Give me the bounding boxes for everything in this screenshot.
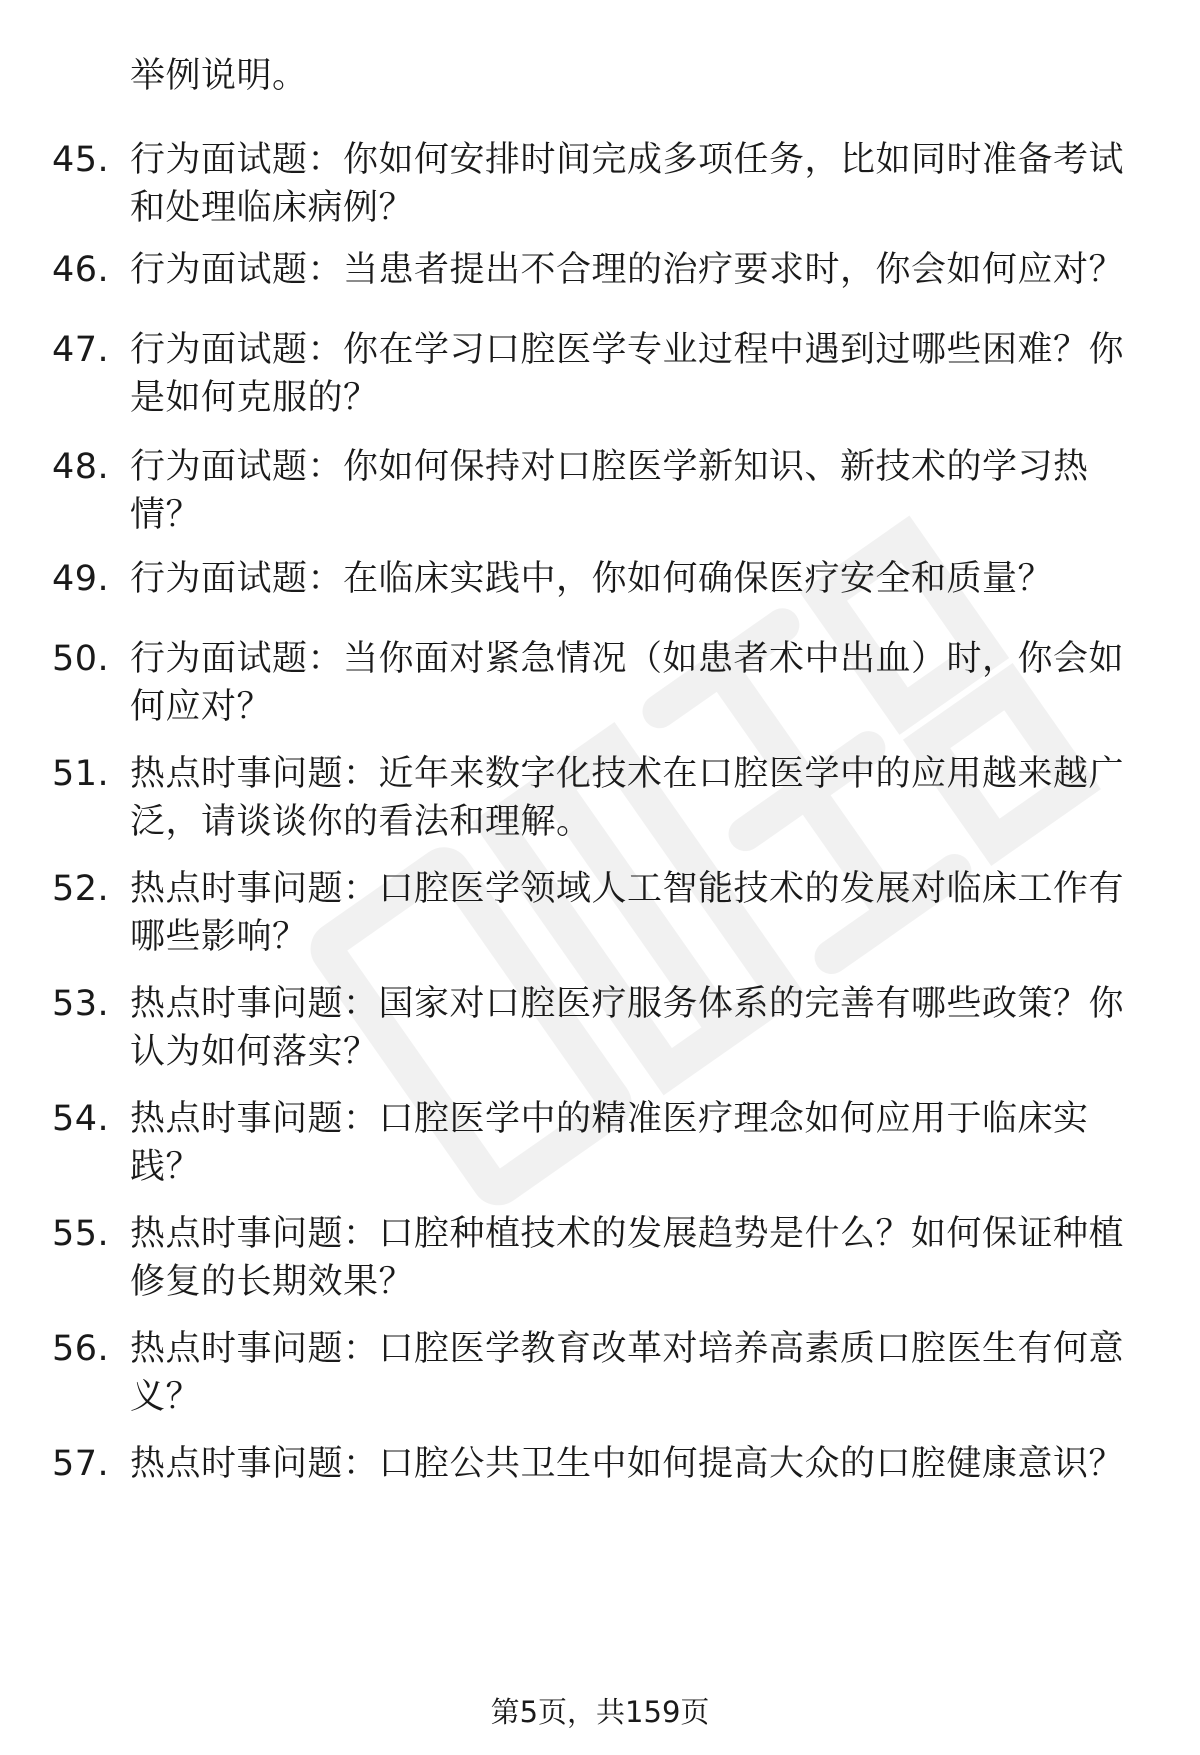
item-line: 热点时事问题：近年来数字化技术在口腔医学中的应用越来越广 bbox=[130, 754, 1125, 794]
item-line: 是如何克服的？ bbox=[130, 378, 379, 418]
item-text bbox=[130, 750, 1140, 846]
item-line: 践？ bbox=[130, 1147, 202, 1187]
item-number: 51. bbox=[52, 754, 110, 794]
item-line: 认为如何落实？ bbox=[130, 1032, 379, 1072]
item-text bbox=[130, 1325, 1140, 1421]
item-text bbox=[130, 246, 1140, 294]
item-text bbox=[130, 136, 1140, 232]
item-line: 热点时事问题：口腔医学中的精准医疗理念如何应用于临床实 bbox=[130, 1099, 1089, 1139]
item-number: 50. bbox=[52, 639, 110, 679]
item-text bbox=[130, 865, 1140, 961]
item-line: 修复的长期效果？ bbox=[130, 1262, 415, 1302]
item-number: 45. bbox=[52, 140, 110, 180]
item-number: 53. bbox=[52, 984, 110, 1024]
item-number: 47. bbox=[52, 330, 110, 370]
item-line: 何应对？ bbox=[130, 687, 273, 727]
item-text bbox=[130, 1095, 1140, 1191]
item-line: 和处理临床病例？ bbox=[130, 188, 415, 228]
item-text bbox=[130, 635, 1140, 731]
item-text bbox=[130, 1440, 1140, 1488]
item-number: 57. bbox=[52, 1444, 110, 1484]
item-line: 热点时事问题：国家对口腔医疗服务体系的完善有哪些政策？你 bbox=[130, 984, 1125, 1024]
item-text bbox=[130, 980, 1140, 1076]
item-line: 热点时事问题：口腔种植技术的发展趋势是什么？如何保证种植 bbox=[130, 1214, 1125, 1254]
item-text bbox=[130, 1210, 1140, 1306]
continuation-text: 举例说明。 bbox=[130, 56, 308, 96]
item-number: 52. bbox=[52, 869, 110, 909]
item-line: 热点时事问题：口腔公共卫生中如何提高大众的口腔健康意识？ bbox=[130, 1444, 1125, 1484]
item-line: 行为面试题：当你面对紧急情况（如患者术中出血）时，你会如 bbox=[130, 639, 1125, 679]
item-line: 情？ bbox=[130, 495, 202, 535]
item-line: 泛，请谈谈你的看法和理解。 bbox=[130, 802, 592, 842]
item-number: 55. bbox=[52, 1214, 110, 1254]
item-number: 54. bbox=[52, 1099, 110, 1139]
item-line: 行为面试题：当患者提出不合理的治疗要求时，你会如何应对？ bbox=[130, 250, 1125, 290]
item-line: 行为面试题：你如何保持对口腔医学新知识、新技术的学习热 bbox=[130, 447, 1089, 487]
item-line: 行为面试题：你在学习口腔医学专业过程中遇到过哪些困难？你 bbox=[130, 330, 1125, 370]
item-number: 56. bbox=[52, 1329, 110, 1369]
item-line: 热点时事问题：口腔医学教育改革对培养高素质口腔医生有何意 bbox=[130, 1329, 1125, 1369]
item-text bbox=[130, 555, 1140, 603]
item-number: 46. bbox=[52, 250, 110, 290]
item-text bbox=[130, 443, 1140, 539]
item-line: 行为面试题：在临床实践中，你如何确保医疗安全和质量？ bbox=[130, 559, 1054, 599]
item-line: 义？ bbox=[130, 1377, 202, 1417]
item-line: 行为面试题：你如何安排时间完成多项任务，比如同时准备考试 bbox=[130, 140, 1125, 180]
item-number: 49. bbox=[52, 559, 110, 599]
item-line: 热点时事问题：口腔医学领域人工智能技术的发展对临床工作有 bbox=[130, 869, 1125, 909]
page-footer: 第5页，共159页 bbox=[490, 1695, 710, 1729]
item-number: 48. bbox=[52, 447, 110, 487]
item-text bbox=[130, 326, 1140, 422]
item-line: 哪些影响？ bbox=[130, 917, 308, 957]
